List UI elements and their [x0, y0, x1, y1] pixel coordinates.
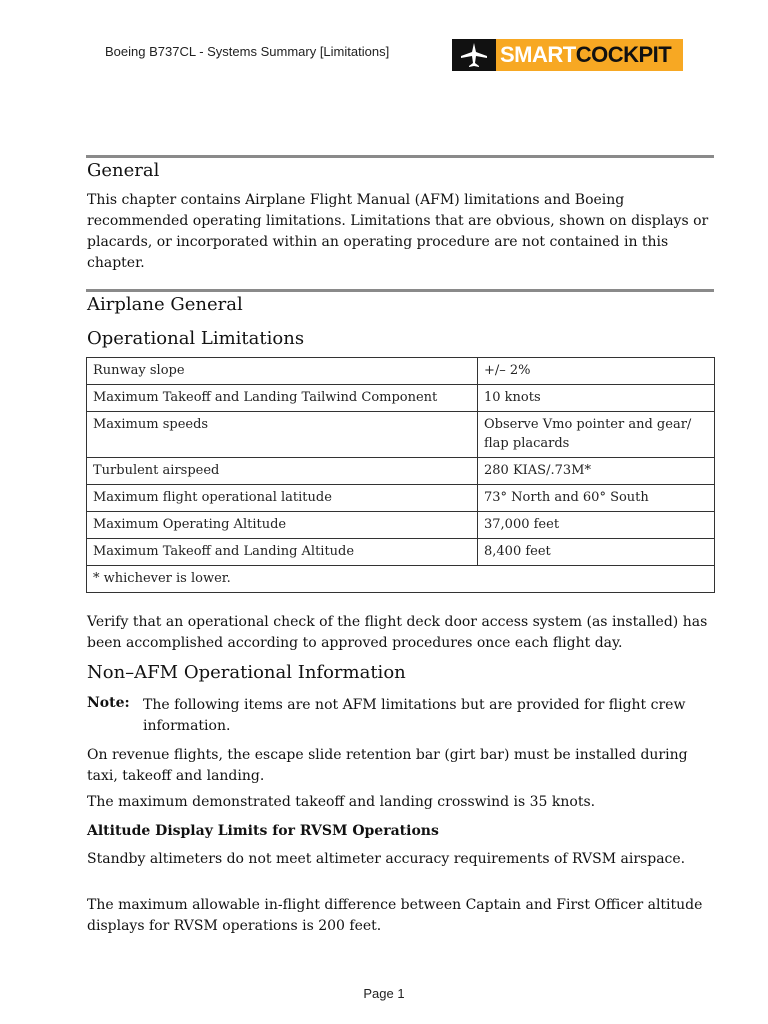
limit-label: Turbulent airspeed	[87, 458, 478, 485]
note-label: Note:	[87, 695, 130, 711]
limit-label: Maximum Takeoff and Landing Altitude	[87, 539, 478, 566]
table-row	[87, 485, 715, 512]
limit-label: Maximum flight operational latitude	[87, 485, 478, 512]
airplane-general-heading: Airplane General	[87, 294, 243, 315]
operational-limitations-heading: Operational Limitations	[87, 328, 305, 349]
table-row	[87, 358, 715, 385]
section-divider	[86, 289, 714, 292]
general-paragraph: This chapter contains Airplane Flight Manual (AFM) limitations and Boeing recommended operating limitations. Limitations that are obvious, shown on displays or placards, or incorporated within an operating procedure are not contained in this chapter.	[87, 192, 709, 271]
page-number: Page 1	[363, 986, 405, 1001]
standby-altimeter-paragraph: Standby altimeters do not meet altimeter accuracy requirements of RVSM airspace.	[87, 851, 686, 867]
limit-value: 10 knots	[478, 385, 715, 412]
note-text: The following items are not AFM limitations but are provided for flight crew information.	[143, 697, 686, 734]
general-heading: General	[87, 160, 160, 181]
logo-text-smart: SMART	[500, 42, 576, 67]
verify-paragraph: Verify that an operational check of the flight deck door access system (as installed) has been accomplished according to approved procedures once each flight day.	[87, 614, 708, 651]
limit-label: Maximum Operating Altitude	[87, 512, 478, 539]
crosswind-paragraph: The maximum demonstrated takeoff and landing crosswind is 35 knots.	[87, 794, 596, 810]
logo-text-cockpit: COCKPIT	[575, 42, 672, 67]
non-afm-heading: Non–AFM Operational Information	[87, 662, 406, 683]
limit-value: 37,000 feet	[478, 512, 715, 539]
table-row	[87, 512, 715, 539]
table-footnote-row	[87, 566, 715, 593]
limit-value: 73° North and 60° South	[478, 485, 715, 512]
table-row	[87, 458, 715, 485]
table-row	[87, 412, 715, 458]
limit-value: Observe Vmo pointer and gear/ flap placards	[478, 412, 715, 458]
limit-label: Runway slope	[87, 358, 478, 385]
smartcockpit-logo	[452, 39, 683, 71]
table-row	[87, 539, 715, 566]
rvsm-heading: Altitude Display Limits for RVSM Operations	[87, 823, 439, 839]
table-footnote: * whichever is lower.	[87, 566, 715, 593]
operational-limitations-table	[86, 357, 715, 593]
limit-label: Maximum Takeoff and Landing Tailwind Component	[87, 385, 478, 412]
airplane-icon	[452, 39, 496, 71]
limit-value: 280 KIAS/.73M*	[478, 458, 715, 485]
limit-value: 8,400 feet	[478, 539, 715, 566]
limit-label: Maximum speeds	[87, 412, 478, 458]
table-row	[87, 385, 715, 412]
altitude-difference-paragraph: The maximum allowable in-flight difference between Captain and First Officer altitude displays for RVSM operations is 200 feet.	[87, 897, 703, 934]
section-divider	[86, 155, 714, 158]
document-header-title: Boeing B737CL - Systems Summary [Limitations]	[105, 44, 390, 59]
limit-value: +/– 2%	[478, 358, 715, 385]
girt-bar-paragraph: On revenue flights, the escape slide retention bar (girt bar) must be installed during taxi, takeoff and landing.	[87, 747, 688, 784]
